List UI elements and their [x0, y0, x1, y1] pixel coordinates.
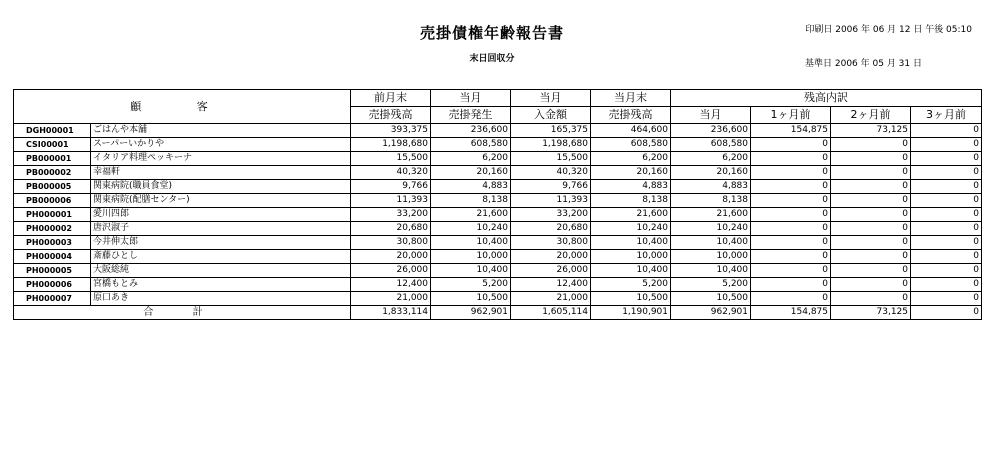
breakdown-2m: 73,125	[831, 124, 911, 138]
table-row	[14, 152, 982, 166]
current-sales: 10,400	[431, 236, 511, 250]
header-current-end: 当月末	[591, 90, 671, 107]
header-payment-amount: 入金額	[511, 107, 591, 124]
breakdown-3m: 0	[911, 292, 982, 306]
table-row	[14, 194, 982, 208]
prev-balance: 33,200	[351, 208, 431, 222]
payment-amount: 1,198,680	[511, 138, 591, 152]
breakdown-1m: 0	[751, 292, 831, 306]
total-label: 合 計	[14, 306, 351, 320]
table-header	[14, 90, 982, 124]
customer-code: PH000002	[14, 222, 91, 236]
table-row	[14, 250, 982, 264]
payment-amount: 12,400	[511, 278, 591, 292]
payment-amount: 9,766	[511, 180, 591, 194]
print-date: 印刷日 2006 年 06 月 12 日 午後 05:10	[805, 25, 972, 35]
breakdown-current: 8,138	[671, 194, 751, 208]
breakdown-3m: 0	[911, 222, 982, 236]
current-balance: 5,200	[591, 278, 671, 292]
breakdown-1m: 0	[751, 236, 831, 250]
table-row	[14, 278, 982, 292]
customer-code: PB000002	[14, 166, 91, 180]
customer-name: 関東病院(職員食堂)	[91, 180, 351, 194]
breakdown-3m: 0	[911, 152, 982, 166]
prev-balance: 393,375	[351, 124, 431, 138]
breakdown-2m: 0	[831, 222, 911, 236]
customer-code: PH000005	[14, 264, 91, 278]
total-breakdown-1m: 154,875	[751, 306, 831, 320]
breakdown-3m: 0	[911, 166, 982, 180]
breakdown-2m: 0	[831, 264, 911, 278]
current-sales: 4,883	[431, 180, 511, 194]
header-prev-end: 前月末	[351, 90, 431, 107]
prev-balance: 40,320	[351, 166, 431, 180]
total-balance: 1,190,901	[591, 306, 671, 320]
prev-balance: 21,000	[351, 292, 431, 306]
payment-amount: 20,680	[511, 222, 591, 236]
current-sales: 10,500	[431, 292, 511, 306]
prev-balance: 20,680	[351, 222, 431, 236]
table-row	[14, 222, 982, 236]
header-breakdown: 残高内訳	[671, 90, 982, 107]
current-sales: 5,200	[431, 278, 511, 292]
header-current-sales: 売掛発生	[431, 107, 511, 124]
customer-code: PB000005	[14, 180, 91, 194]
customer-name: 愛川四郎	[91, 208, 351, 222]
current-sales: 10,000	[431, 250, 511, 264]
current-sales: 21,600	[431, 208, 511, 222]
customer-name: 大阪総純	[91, 264, 351, 278]
header-prev-end-balance: 売掛残高	[351, 107, 431, 124]
current-balance: 10,000	[591, 250, 671, 264]
breakdown-current: 6,200	[671, 152, 751, 166]
breakdown-1m: 0	[751, 166, 831, 180]
breakdown-current: 608,580	[671, 138, 751, 152]
payment-amount: 21,000	[511, 292, 591, 306]
breakdown-current: 4,883	[671, 180, 751, 194]
header-current: 当月	[431, 90, 511, 107]
table-row	[14, 264, 982, 278]
breakdown-2m: 0	[831, 278, 911, 292]
header-breakdown-2m: 2ヶ月前	[831, 107, 911, 124]
current-balance: 608,580	[591, 138, 671, 152]
prev-balance: 20,000	[351, 250, 431, 264]
current-sales: 10,240	[431, 222, 511, 236]
payment-amount: 30,800	[511, 236, 591, 250]
header-breakdown-1m: 1ヶ月前	[751, 107, 831, 124]
prev-balance: 26,000	[351, 264, 431, 278]
customer-code: DGH00001	[14, 124, 91, 138]
base-date: 基準日 2006 年 05 月 31 日	[805, 59, 922, 69]
current-balance: 20,160	[591, 166, 671, 180]
breakdown-3m: 0	[911, 278, 982, 292]
breakdown-3m: 0	[911, 124, 982, 138]
breakdown-current: 21,600	[671, 208, 751, 222]
breakdown-1m: 0	[751, 208, 831, 222]
customer-name: 関東病院(配膳センター)	[91, 194, 351, 208]
breakdown-current: 20,160	[671, 166, 751, 180]
breakdown-current: 10,500	[671, 292, 751, 306]
customer-code: PH000006	[14, 278, 91, 292]
current-balance: 10,400	[591, 264, 671, 278]
customer-name: 原口あき	[91, 292, 351, 306]
header-breakdown-current: 当月	[671, 107, 751, 124]
report-subtitle: 末日回収分	[469, 54, 515, 64]
breakdown-current: 5,200	[671, 278, 751, 292]
breakdown-3m: 0	[911, 180, 982, 194]
breakdown-3m: 0	[911, 194, 982, 208]
payment-amount: 15,500	[511, 152, 591, 166]
customer-code: PH000004	[14, 250, 91, 264]
header-customer: 顧 客	[14, 90, 351, 124]
table-body	[14, 124, 982, 306]
current-sales: 6,200	[431, 152, 511, 166]
current-balance: 10,400	[591, 236, 671, 250]
breakdown-current: 10,000	[671, 250, 751, 264]
header-payment: 当月	[511, 90, 591, 107]
current-balance: 8,138	[591, 194, 671, 208]
breakdown-1m: 0	[751, 152, 831, 166]
current-balance: 6,200	[591, 152, 671, 166]
payment-amount: 33,200	[511, 208, 591, 222]
current-balance: 464,600	[591, 124, 671, 138]
total-paid: 1,605,114	[511, 306, 591, 320]
prev-balance: 11,393	[351, 194, 431, 208]
customer-name: 斎藤ひとし	[91, 250, 351, 264]
breakdown-1m: 0	[751, 194, 831, 208]
customer-name: ごはんや本舗	[91, 124, 351, 138]
breakdown-2m: 0	[831, 250, 911, 264]
breakdown-3m: 0	[911, 236, 982, 250]
breakdown-current: 236,600	[671, 124, 751, 138]
customer-name: 宮橋もとみ	[91, 278, 351, 292]
breakdown-3m: 0	[911, 138, 982, 152]
payment-amount: 20,000	[511, 250, 591, 264]
header-breakdown-3m: 3ヶ月前	[911, 107, 982, 124]
breakdown-2m: 0	[831, 194, 911, 208]
breakdown-1m: 0	[751, 250, 831, 264]
table-row	[14, 292, 982, 306]
customer-code: PH000001	[14, 208, 91, 222]
breakdown-3m: 0	[911, 264, 982, 278]
current-sales: 236,600	[431, 124, 511, 138]
total-breakdown-3m: 0	[911, 306, 982, 320]
current-sales: 8,138	[431, 194, 511, 208]
customer-name: スーパーいかりや	[91, 138, 351, 152]
customer-name: イタリア料理ペッキーナ	[91, 152, 351, 166]
current-balance: 10,240	[591, 222, 671, 236]
breakdown-2m: 0	[831, 180, 911, 194]
breakdown-2m: 0	[831, 166, 911, 180]
customer-name: 唐沢淑子	[91, 222, 351, 236]
total-sales: 962,901	[431, 306, 511, 320]
table-row	[14, 166, 982, 180]
breakdown-1m: 0	[751, 278, 831, 292]
breakdown-3m: 0	[911, 208, 982, 222]
breakdown-1m: 0	[751, 264, 831, 278]
total-prev-balance: 1,833,114	[351, 306, 431, 320]
prev-balance: 12,400	[351, 278, 431, 292]
table-row	[14, 124, 982, 138]
table-row	[14, 208, 982, 222]
current-sales: 608,580	[431, 138, 511, 152]
table-footer	[14, 306, 982, 320]
current-sales: 20,160	[431, 166, 511, 180]
current-balance: 10,500	[591, 292, 671, 306]
current-balance: 21,600	[591, 208, 671, 222]
prev-balance: 9,766	[351, 180, 431, 194]
breakdown-2m: 0	[831, 236, 911, 250]
breakdown-2m: 0	[831, 208, 911, 222]
payment-amount: 11,393	[511, 194, 591, 208]
total-breakdown-2m: 73,125	[831, 306, 911, 320]
breakdown-3m: 0	[911, 250, 982, 264]
customer-code: PH000007	[14, 292, 91, 306]
breakdown-2m: 0	[831, 138, 911, 152]
payment-amount: 26,000	[511, 264, 591, 278]
breakdown-current: 10,400	[671, 264, 751, 278]
table-row	[14, 236, 982, 250]
current-sales: 10,400	[431, 264, 511, 278]
table-row	[14, 180, 982, 194]
breakdown-2m: 0	[831, 292, 911, 306]
customer-code: PB000001	[14, 152, 91, 166]
aging-report-table	[13, 89, 982, 320]
total-row	[14, 306, 982, 320]
breakdown-current: 10,240	[671, 222, 751, 236]
prev-balance: 15,500	[351, 152, 431, 166]
customer-code: CSI00001	[14, 138, 91, 152]
breakdown-1m: 154,875	[751, 124, 831, 138]
customer-code: PH000003	[14, 236, 91, 250]
breakdown-1m: 0	[751, 222, 831, 236]
current-balance: 4,883	[591, 180, 671, 194]
payment-amount: 165,375	[511, 124, 591, 138]
total-breakdown-current: 962,901	[671, 306, 751, 320]
breakdown-1m: 0	[751, 138, 831, 152]
header-current-end-balance: 売掛残高	[591, 107, 671, 124]
customer-name: 幸福軒	[91, 166, 351, 180]
breakdown-current: 10,400	[671, 236, 751, 250]
breakdown-1m: 0	[751, 180, 831, 194]
customer-code: PB000006	[14, 194, 91, 208]
report-title: 売掛債権年齢報告書	[419, 24, 564, 42]
table-row	[14, 138, 982, 152]
payment-amount: 40,320	[511, 166, 591, 180]
prev-balance: 30,800	[351, 236, 431, 250]
customer-name: 今井伸太郎	[91, 236, 351, 250]
breakdown-2m: 0	[831, 152, 911, 166]
prev-balance: 1,198,680	[351, 138, 431, 152]
